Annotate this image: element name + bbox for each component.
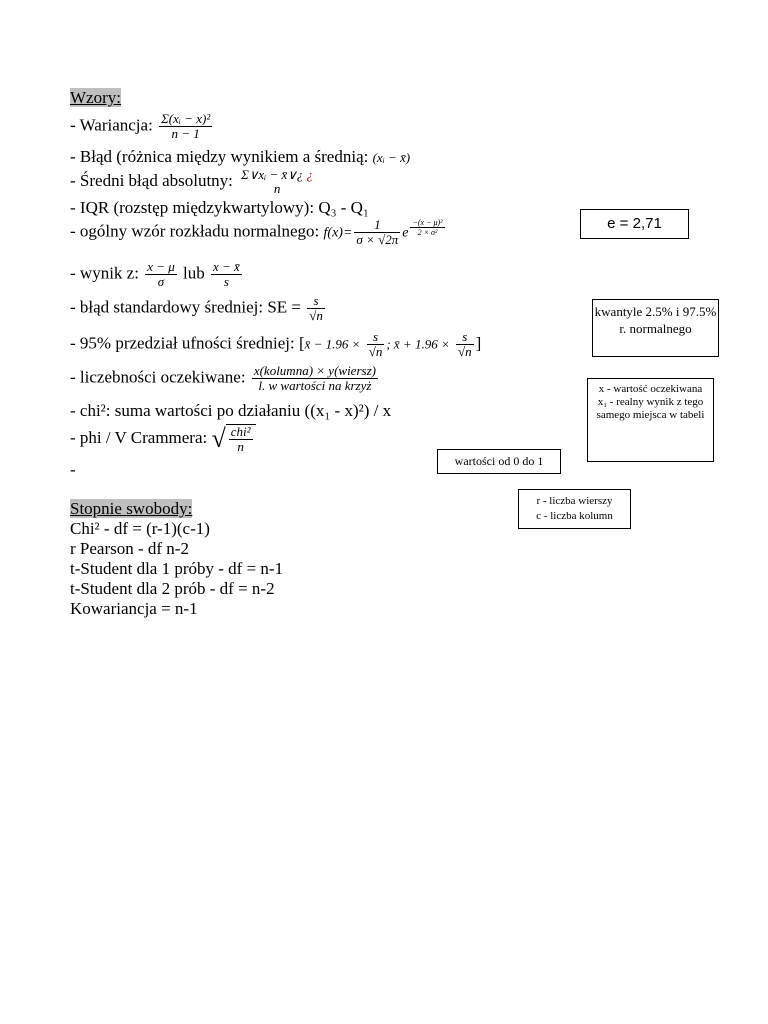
liczebnosci-fraction: $\frac{\text{x(kolumna) × y(wiersz)}}{\text{l. w wartości na krzyż}}$: [253, 363, 376, 393]
sredni-fraction: Σ∨xᵢ − x̄∨¿ ¿ n: [241, 167, 314, 196]
se-fraction: $\frac{s}{√n}$: [309, 293, 323, 323]
phi-line: - phi / V Crammera: √ $\frac{\text{chi²}}{n}$: [70, 424, 256, 454]
ci-fraction-1: $\frac{s}{√n}$: [368, 329, 383, 359]
sredni-blad-line: - Średni błąd absolutny: Σ∨xᵢ − x̄∨¿ ¿ n: [70, 167, 314, 196]
e-value-box: e = 2,71: [580, 209, 689, 239]
stopnie-heading: Stopnie swobody:: [70, 499, 193, 518]
phi-fraction: $\frac{\text{chi²}}{n}$: [230, 424, 251, 454]
ci-line: - 95% przedział ufności średniej: [x̄ − 1.96 × $\frac{s}{√n}$ ; x̄ + 1.96 × $\frac{s}{√n}$ ]: [70, 329, 482, 359]
df-item: Kowariancja = n-1: [70, 599, 198, 618]
normal-line: - ogólny wzór rozkładu normalnego: f(x)= $\frac{1}{\sigma \times √2\pi}$ e $\frac{\text{−(x − μ)²}}{\text{2 × σ²}}$: [70, 217, 443, 247]
liczebnosci-line: - liczebności oczekiwane: $\frac{\text{x(kolumna) × y(wiersz)}}{\text{l. w wartości na krzyż}}$: [70, 363, 376, 393]
z-line: - wynik z: $\frac{x - \mu}{\sigma}$ lub $\frac{x - x̄}{s}$: [70, 259, 240, 289]
wariancja-fraction: $\frac{\text{Σ(xᵢ − x)²}}{n - 1}$: [161, 111, 211, 141]
z-fraction-2: $\frac{x - x̄}{s}$: [213, 259, 240, 289]
normal-fraction: $\frac{1}{\sigma \times √2\pi}$: [356, 217, 399, 247]
df-item: t-Student dla 2 prób - df = n-2: [70, 579, 275, 598]
blad-line: - Błąd (różnica między wynikiem a średnią: (xᵢ − x̄): [70, 147, 411, 166]
iqr-line: - IQR (rozstęp międzykwartylowy): Q₃ - Q₁: [70, 198, 369, 217]
wzory-heading: Wzory:: [70, 88, 121, 107]
df-item: r Pearson - df n-2: [70, 539, 189, 558]
df-item: t-Student dla 1 próby - df = n-1: [70, 559, 284, 578]
kwantyle-box: kwantyle 2.5% i 97.5% r. normalnego: [592, 299, 719, 357]
wartosci-box: wartości od 0 do 1: [437, 449, 561, 474]
normal-exponent: $\frac{\text{−(x − μ)²}}{\text{2 × σ²}}$: [412, 218, 443, 237]
chi-line: - chi²: suma wartości po działaniu ((x₁ - x)²) / x: [70, 401, 392, 420]
se-line: - błąd standardowy średniej: SE = $\frac{s}{√n}$: [70, 293, 323, 323]
ci-fraction-2: $\frac{s}{√n}$: [457, 329, 472, 359]
phi-sqrt-body: [226, 424, 256, 454]
empty-dash: -: [70, 460, 76, 479]
z-fraction-1: $\frac{x - \mu}{\sigma}$: [147, 259, 175, 289]
wariancja-line: - Wariancja: $\frac{\text{Σ(xᵢ − x)²}}{n - 1}$: [70, 111, 211, 141]
df-item: Chi² - df = (r-1)(c-1): [70, 519, 210, 538]
r-c-box: r - liczba wierszy c - liczba kolumn: [518, 489, 631, 529]
x-wartosc-box: x - wartość oczekiwana x₁ - realny wynik z tego samego miejsca w tabeli: [587, 378, 714, 462]
sqrt-sign: √: [211, 424, 226, 453]
